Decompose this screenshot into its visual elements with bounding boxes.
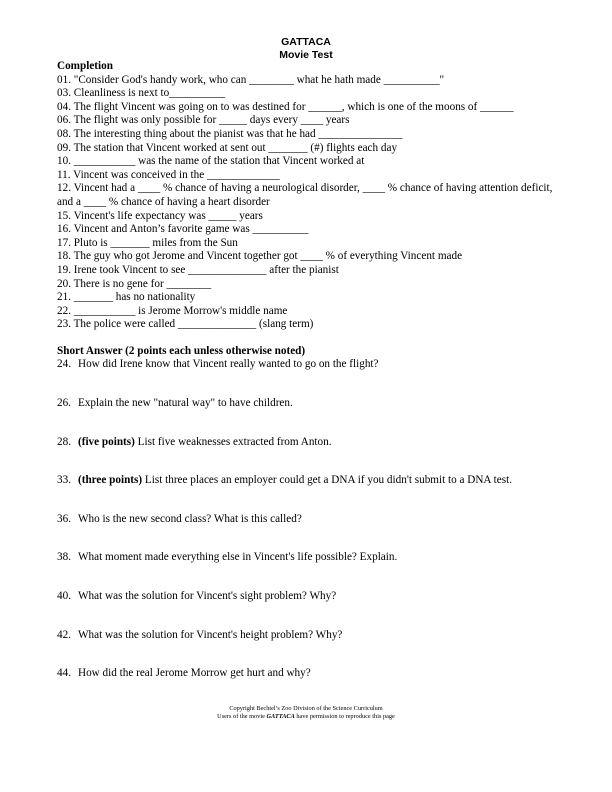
- completion-list: [57, 74, 557, 332]
- question-number: 42.: [57, 628, 71, 641]
- completion-item: 20. There is no gene for ________: [57, 277, 212, 290]
- short-answer-item: [57, 513, 557, 527]
- question-text: What was the solution for Vincent's sight problem? Why?: [78, 590, 337, 603]
- question-number: 36.: [57, 512, 71, 525]
- completion-item: 12. Vincent had a ____ % chance of having a neurological disorder, ____ % chance of having attention deficit, and a ____ % chance of having a heart disorder: [57, 182, 553, 208]
- question-number: 40.: [57, 590, 71, 603]
- completion-item: 11. Vincent was conceived in the _____________: [57, 168, 280, 181]
- short-answer-heading: Short Answer (2 points each unless otherwise noted): [57, 344, 306, 357]
- completion-item: 06. The flight was only possible for _____ days every ____ years: [57, 114, 350, 127]
- question-text: List five weaknesses extracted from Anton.: [134, 435, 332, 448]
- short-answer-item: [57, 667, 557, 681]
- title-block: [0, 36, 612, 61]
- question-text: List three places an employer could get a DNA if you didn't submit to a DNA test.: [142, 474, 513, 487]
- short-answer-item: [57, 436, 557, 450]
- completion-item: 19. Irene took Vincent to see ______________ after the pianist: [57, 263, 339, 276]
- question-number: 44.: [57, 667, 71, 680]
- completion-item: 18. The guy who got Jerome and Vincent together got ____ % of everything Vincent made: [57, 250, 463, 263]
- completion-item: 03. Cleanliness is next to__________: [57, 87, 226, 100]
- short-answer-item: [57, 358, 557, 372]
- completion-item: 08. The interesting thing about the pianist was that he had _______________: [57, 127, 403, 140]
- short-answer-item: [57, 474, 557, 488]
- page-title: GATTACA: [281, 36, 331, 48]
- completion-heading: Completion: [57, 60, 113, 72]
- completion-item: 04. The flight Vincent was going on to was destined for ______, which is one of the moons of ______: [57, 100, 514, 113]
- completion-item: 23. The police were called ______________ (slang term): [57, 318, 314, 331]
- question-number: 24.: [57, 358, 71, 371]
- question-text: How did Irene know that Vincent really wanted to go on the flight?: [78, 358, 379, 371]
- page-subtitle: Movie Test: [279, 48, 333, 61]
- question-number: 26.: [57, 397, 71, 410]
- completion-item: 22. ___________ is Jerome Morrow's middle name: [57, 304, 288, 317]
- point-value: (three points): [78, 474, 143, 487]
- completion-item: 09. The station that Vincent worked at sent out _______ (#) flights each day: [57, 141, 398, 154]
- completion-item: 10. ___________ was the name of the station that Vincent worked at: [57, 155, 365, 168]
- completion-item: 01. "Consider God's handy work, who can ________ what he hath made __________": [57, 73, 445, 86]
- movie-title: GATTACA: [266, 712, 295, 720]
- permission-text-pre: Users of the movie: [217, 712, 267, 720]
- short-answer-item: [57, 551, 557, 565]
- question-text: What moment made everything else in Vincent's life possible? Explain.: [78, 551, 398, 564]
- short-answer-item: [57, 397, 557, 411]
- completion-item: 16. Vincent and Anton’s favorite game was __________: [57, 223, 309, 236]
- permission-line: [0, 713, 612, 721]
- short-answer-list: [57, 358, 557, 680]
- test-content: [57, 60, 557, 681]
- copyright-footer: [0, 705, 612, 720]
- point-value: (five points): [78, 435, 135, 448]
- short-answer-item: [57, 590, 557, 604]
- question-text: What was the solution for Vincent's height problem? Why?: [78, 628, 343, 641]
- question-number: 38.: [57, 551, 71, 564]
- question-number: 33.: [57, 474, 71, 487]
- completion-item: 21. _______ has no nationality: [57, 291, 196, 304]
- permission-text-post: have permission to reproduce this page: [294, 712, 395, 720]
- completion-item: 17. Pluto is _______ miles from the Sun: [57, 236, 238, 249]
- short-answer-item: [57, 629, 557, 643]
- completion-item: 15. Vincent's life expectancy was _____ years: [57, 209, 263, 222]
- copyright-line: Copyright Bechtel’s Zoo Division of the Science Curriculum: [229, 705, 383, 712]
- question-text: Who is the new second class? What is this called?: [78, 512, 302, 525]
- question-number: 28.: [57, 435, 71, 448]
- question-text: How did the real Jerome Morrow get hurt and why?: [78, 667, 311, 680]
- question-text: Explain the new "natural way" to have children.: [78, 397, 293, 410]
